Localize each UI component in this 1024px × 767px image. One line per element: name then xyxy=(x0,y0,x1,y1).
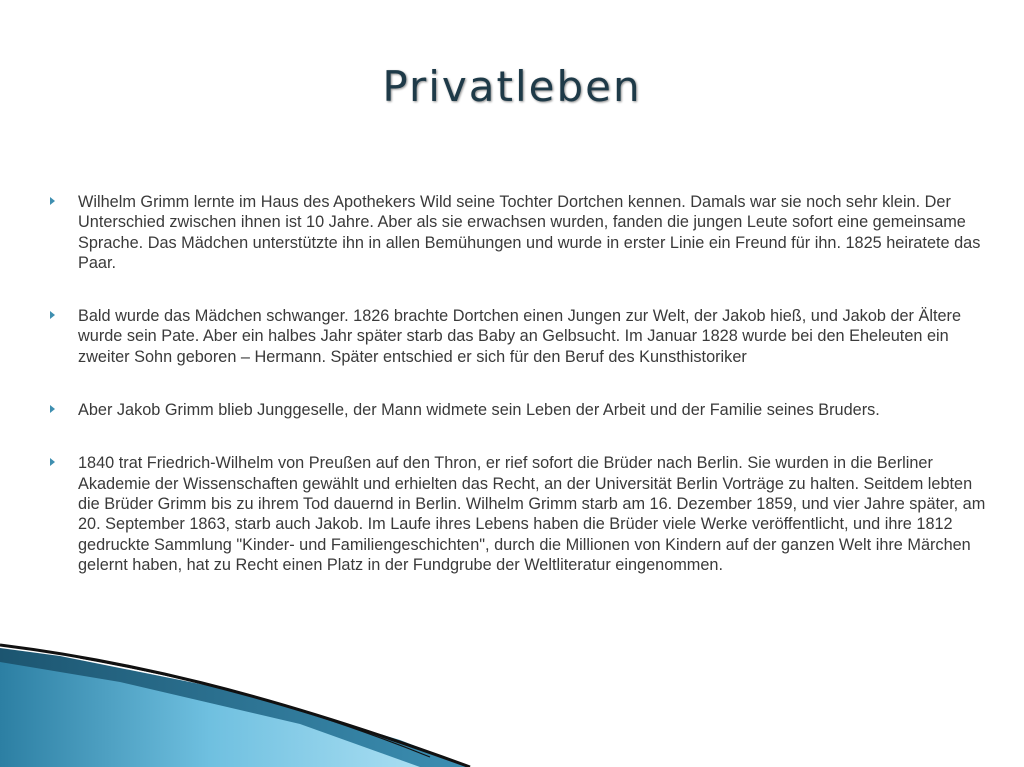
bullet-text: Wilhelm Grimm lernte im Haus des Apothekers Wild seine Tochter Dortchen kennen. Damals war sie noch sehr klein. Der Unterschied zwischen ihnen ist 10 Jahre. Aber als sie erwachsen wurden, fanden die jungen Leute sofort eine gemeinsame Sprache. Das Mädchen unterstützte ihn in allen Bemühungen und wurde in erster Linie ein Freund für ihn. 1825 heiratete das Paar. xyxy=(78,193,981,272)
bullet-text: 1840 trat Friedrich-Wilhelm von Preußen auf den Thron, er rief sofort die Brüder nach Berlin. Sie wurden in die Berliner Akademie der Wissenschaften gewählt und erhielten das Recht, an der Universität Berlin Vorträge zu halten. Seitdem lebten die Brüder Grimm bis zu ihrem Tod dauernd in Berlin. Wilhelm Grimm starb am 16. Dezember 1859, und vier Jahre später, am 20. September 1863, starb auch Jakob. Im Laufe ihres Lebens haben die Brüder viele Werke veröffentlicht, und ihre 1812 gedruckte Sammlung "Kinder- und Familiengeschichten", durch die Millionen von Kindern auf der ganzen Welt ihre Märchen gelernt haben, hat zu Recht einen Platz in der Fundgrube der Weltliteratur eingenommen. xyxy=(78,454,986,574)
slide-title: Privatleben xyxy=(382,62,642,111)
bullet-list xyxy=(48,192,998,575)
corner-swoosh-line xyxy=(0,645,470,767)
bullet-item xyxy=(48,400,998,420)
bullet-item xyxy=(48,306,998,367)
corner-band-dark xyxy=(0,648,470,767)
triangle-bullet-icon xyxy=(50,405,55,413)
bullet-text: Aber Jakob Grimm blieb Junggeselle, der Mann widmete sein Leben der Arbeit und der Familie seines Bruders. xyxy=(78,401,880,420)
triangle-bullet-icon xyxy=(50,197,55,205)
corner-swoosh-line-thin xyxy=(80,658,430,757)
triangle-bullet-icon xyxy=(50,458,55,466)
bullet-item xyxy=(48,453,998,575)
triangle-bullet-icon xyxy=(50,311,55,319)
bullet-text: Bald wurde das Mädchen schwanger. 1826 brachte Dortchen einen Jungen zur Welt, der Jakob hieß, und Jakob der Ältere wurde sein Pate. Aber ein halbes Jahr später starb das Baby an Gelbsucht. Im Januar 1828 wurde bei den Eheleuten ein zweiter Sohn geboren – Hermann. Später entschied er sich für den Beruf des Kunsthistoriker xyxy=(78,307,962,366)
corner-band-light xyxy=(0,662,420,767)
bullet-item xyxy=(48,192,998,273)
